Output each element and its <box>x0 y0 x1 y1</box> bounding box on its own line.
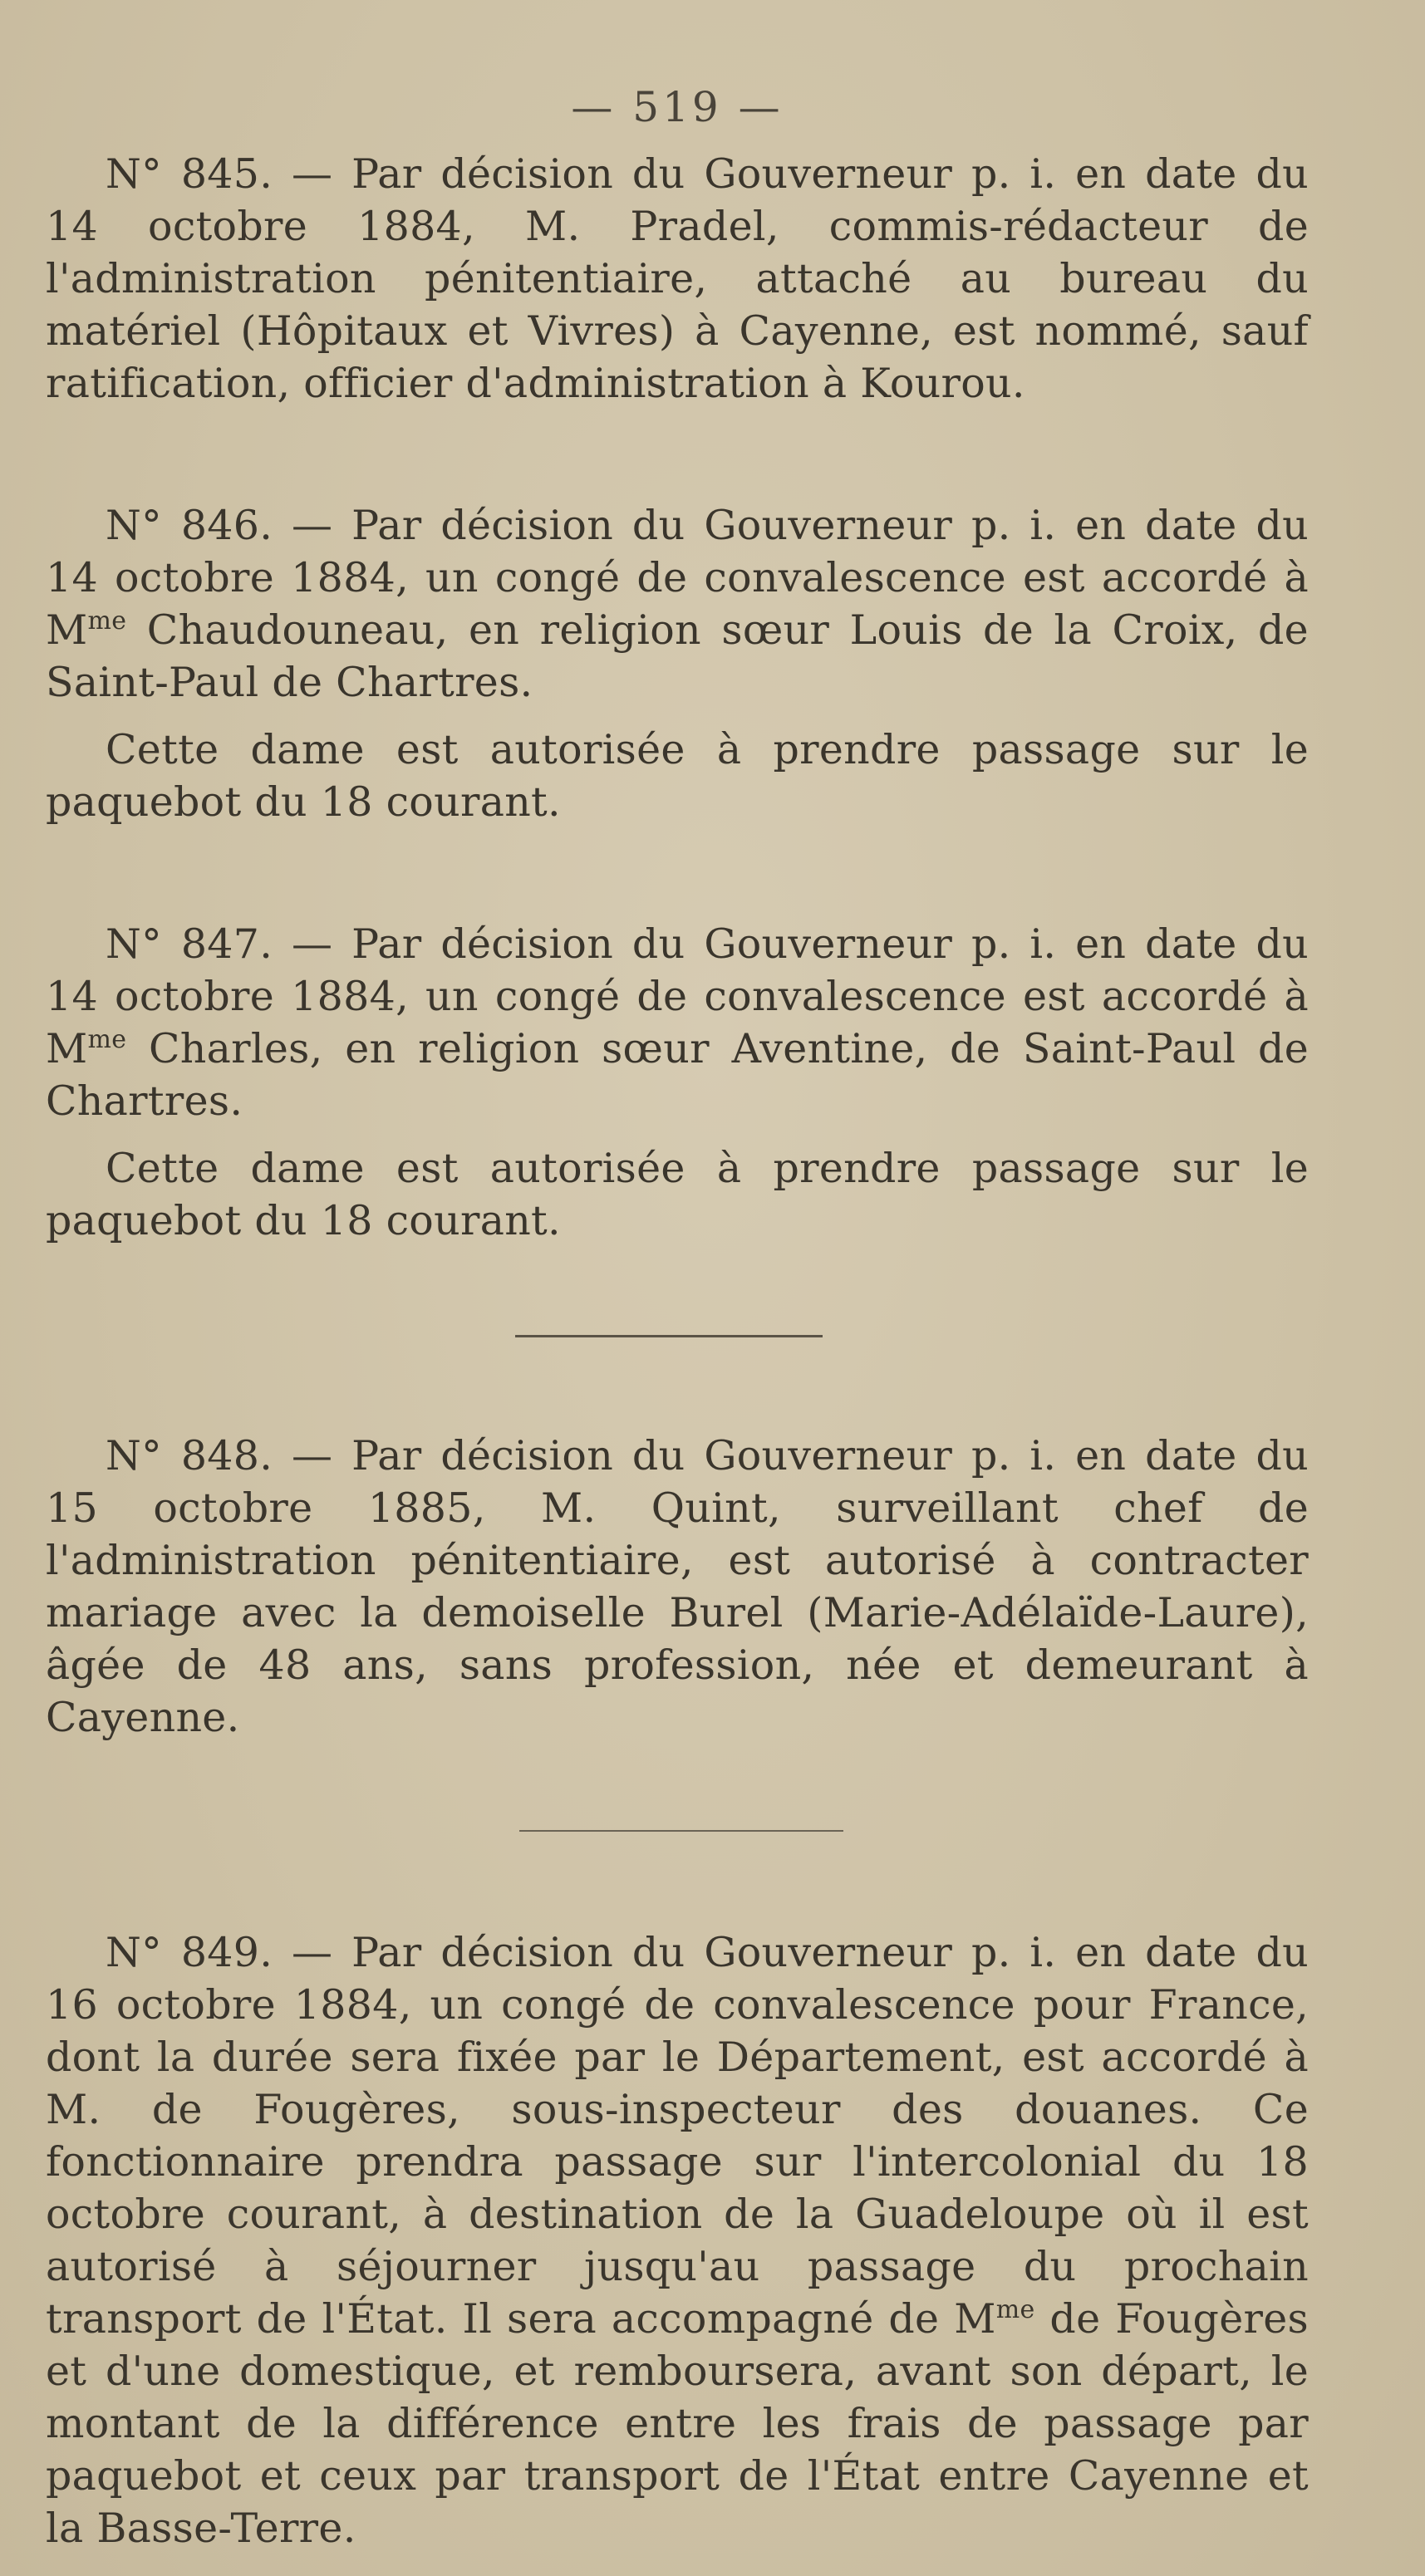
horizontal-rule <box>515 1335 823 1337</box>
text-run: Charles, en religion sœur Aventine, de Saint-Paul de Chartres. <box>46 1025 1309 1125</box>
text-run: N° 849. — Par décision du Gouverneur p. i. en date du 16 octobre 1884, un congé de convalescence pour France, dont la durée sera fixée par le Département, est accordé à M. de Fougères, sous-inspecteur des douanes. Ce fonctionnaire prendra passage sur l'intercolonial du 18 octobre courant, à destination de la Guadeloupe où il est autorisé à séjourner jusqu'au passage du prochain transport de l'État. Il sera accompagné de M <box>46 1929 1309 2343</box>
entry-846 <box>46 499 1309 828</box>
text-run: de Fougères et d'une domestique, et remboursera, avant son départ, le montant de la différence entre les frais de passage par paquebot et ceux par transport de l'État entre Cayenne et la Basse-Terre. <box>46 2295 1309 2552</box>
entry-paragraph <box>46 1926 1309 2554</box>
entry-paragraph: N° 845. — Par décision du Gouverneur p. i. en date du 14 octobre 1884, M. Pradel, commis-rédacteur de l'administration pénitentiaire, attaché au bureau du matériel (Hôpitaux et Vivres) à Cayenne, est nommé, sauf ratification, officier d'administration à Kourou. <box>46 150 1309 407</box>
superscript: me <box>87 606 127 635</box>
spacer <box>46 410 1309 499</box>
entry-847 <box>46 918 1309 1247</box>
separator <box>46 1247 1309 1430</box>
separator <box>46 1744 1309 1926</box>
text-run: N° 847. — Par décision du Gouverneur p. i. en date du 14 octobre 1884, un congé de convalescence est accordé à M <box>46 920 1309 1072</box>
entry-paragraph <box>46 499 1309 709</box>
superscript: me <box>87 1025 127 1054</box>
entry-paragraph: N° 848. — Par décision du Gouverneur p. i. en date du 15 octobre 1885, M. Quint, surveillant chef de l'administration pénitentiaire, est autorisé à contracter mariage avec la demoiselle Burel (Marie-Adélaïde-Laure), âgée de 48 ans, sans profession, née et demeurant à Cayenne. <box>46 1432 1309 1741</box>
superscript: me <box>995 2295 1035 2324</box>
entry-848 <box>46 1430 1309 1744</box>
entry-849 <box>46 1926 1309 2554</box>
entry-845 <box>46 148 1309 410</box>
horizontal-rule <box>519 1830 843 1832</box>
spacer <box>46 828 1309 918</box>
entry-paragraph <box>46 918 1309 1127</box>
entry-paragraph: Cette dame est autorisée à prendre passage sur le paquebot du 18 courant. <box>46 1145 1309 1244</box>
entry-paragraph: Cette dame est autorisée à prendre passage sur le paquebot du 18 courant. <box>46 726 1309 826</box>
page-number: — 519 — <box>571 83 784 131</box>
text-run: Chaudouneau, en religion sœur Louis de la Croix, de Saint-Paul de Chartres. <box>46 606 1309 706</box>
text-run: N° 846. — Par décision du Gouverneur p. i. en date du 14 octobre 1884, un congé de convalescence est accordé à M <box>46 502 1309 654</box>
document-page <box>46 83 1309 2554</box>
